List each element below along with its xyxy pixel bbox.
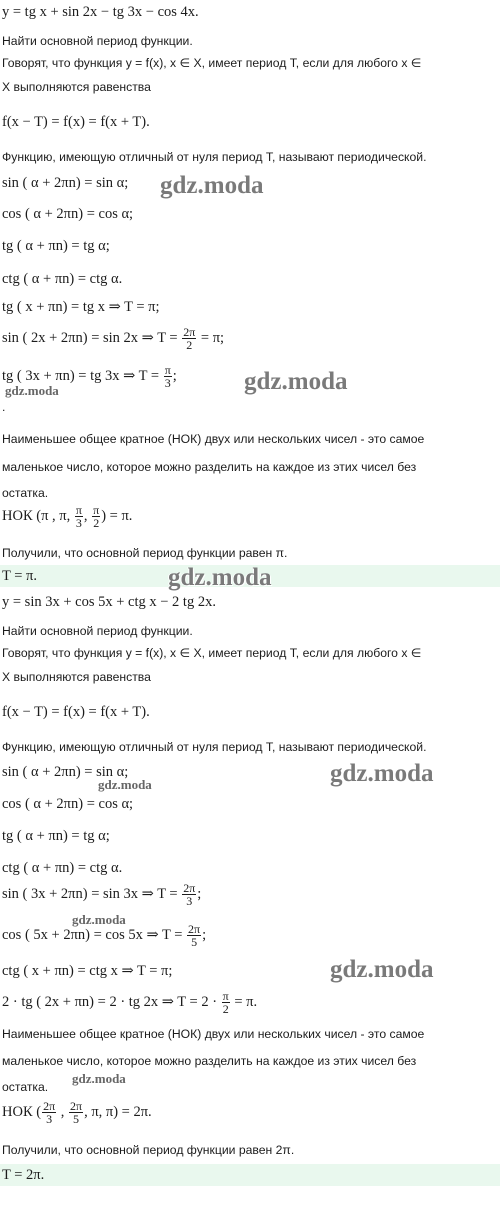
s1-equality: f(x − T) = f(x) = f(x + T).: [2, 114, 150, 130]
s1-lcm-right: ) = π.: [101, 507, 133, 524]
s1-step2-num: 2π: [183, 325, 196, 339]
s2-task: Найти основной период функции.: [2, 624, 193, 638]
s2-step1-left: sin ( 3x + 2πn) = sin 3x ⇒ T =: [2, 885, 182, 902]
s1-periodic-def: Функцию, имеющую отличный от нуля период T, называют периодической.: [2, 150, 427, 164]
s2-rule-sin: sin ( α + 2πn) = sin α;: [2, 764, 129, 780]
s2-step1-right: ;: [197, 885, 202, 902]
s1-step2-den: 2: [186, 338, 193, 352]
s1-step2-fraction: [182, 326, 196, 351]
s2-lcm-fraction1: [42, 1100, 56, 1125]
s1-rule-cos: cos ( α + 2πn) = cos α;: [2, 206, 134, 222]
s1-lcm-mid: ,: [83, 507, 92, 524]
s1-function: y = tg x + sin 2x − tg 3x − cos 4x.: [2, 4, 199, 20]
watermark: gdz.moda: [98, 777, 152, 792]
s1-lcm-left: НОК (π , π,: [2, 507, 74, 524]
s2-lcm-f2-den: 5: [73, 1112, 80, 1126]
s2-answer: T = 2π.: [0, 1164, 500, 1186]
s1-step2: [2, 326, 500, 351]
s1-rule-sin: sin ( α + 2πn) = sin α;: [2, 175, 129, 191]
s2-step2-den: 5: [191, 935, 198, 949]
s2-equality: f(x − T) = f(x) = f(x + T).: [2, 704, 150, 720]
s1-lcm-def-a: Наименьшее общее кратное (НОК) двух или нескольких чисел - это самое: [2, 432, 425, 446]
s2-step1: [2, 882, 500, 907]
watermark: gdz.moda: [160, 172, 264, 199]
s2-step1-den: 3: [186, 894, 193, 908]
s2-rule-cos: cos ( α + 2πn) = cos α;: [2, 796, 134, 812]
s2-step4: [2, 990, 500, 1015]
s1-def-a: Говорят, что функция y = f(x), x ∈ X, имеет период T, если для любого x ∈: [2, 56, 422, 70]
s1-step3-right: ;: [172, 367, 177, 384]
s2-step2-num: 2π: [188, 922, 201, 936]
s2-periodic-def: Функцию, имеющую отличный от нуля период T, называют периодической.: [2, 740, 427, 754]
s2-lcm: [2, 1100, 500, 1125]
s2-step4-den: 2: [222, 1002, 229, 1016]
s2-lcm-fraction2: [69, 1100, 83, 1125]
s2-def-b: X выполняются равенства: [2, 670, 151, 684]
watermark: gdz.moda: [5, 383, 59, 398]
s2-step2-left: cos ( 5x + 2πn) = cos 5x ⇒ T =: [2, 926, 187, 943]
s2-lcm-f2-num: 2π: [70, 1099, 83, 1113]
s2-lcm-f1-den: 3: [46, 1112, 53, 1126]
s1-rule-tg: tg ( α + πn) = tg α;: [2, 238, 110, 254]
s2-rule-tg: tg ( α + πn) = tg α;: [2, 828, 110, 844]
s1-lcm-f2-num: π: [93, 503, 100, 517]
s2-step2-right: ;: [202, 926, 207, 943]
s1-rule-ctg: ctg ( α + πn) = ctg α.: [2, 271, 123, 287]
watermark: gdz.moda: [330, 956, 434, 983]
s2-step1-num: 2π: [183, 881, 196, 895]
s1-step1: tg ( x + πn) = tg x ⇒ T = π;: [2, 299, 160, 315]
s1-task: Найти основной период функции.: [2, 34, 193, 48]
s2-lcm-sep1: ,: [57, 1103, 69, 1120]
s2-lcm-def-b: маленькое число, которое можно разделить на каждое из этих чисел без: [2, 1054, 417, 1068]
s1-step3-den: 3: [164, 376, 171, 390]
s1-lcm-def-c: остатка.: [2, 486, 49, 500]
s1-lcm-f1-den: 3: [75, 516, 82, 530]
s1-lcm-f1-num: π: [75, 503, 82, 517]
s2-step4-right: = π.: [230, 993, 258, 1010]
s1-lcm-f2-den: 2: [93, 516, 100, 530]
s2-step4-fraction: [222, 990, 230, 1015]
s1-lcm-fraction2: [92, 504, 100, 529]
watermark: gdz.moda: [72, 1071, 126, 1086]
s1-step3-num: π: [164, 363, 171, 377]
watermark: gdz.moda: [168, 564, 272, 591]
watermark: gdz.moda: [244, 368, 348, 395]
s1-dot: .: [2, 400, 6, 414]
s2-rule-ctg: ctg ( α + πn) = ctg α.: [2, 860, 123, 876]
s1-step3-fraction: [164, 364, 172, 389]
s2-lcm-f1-num: 2π: [43, 1099, 56, 1113]
s2-step4-num: π: [222, 989, 229, 1003]
s2-lcm-left: НОК (: [2, 1103, 42, 1120]
s2-result-text: Получили, что основной период функции равен 2π.: [2, 1143, 295, 1157]
s1-lcm-def-b: маленькое число, которое можно разделить на каждое из этих чисел без: [2, 460, 417, 474]
s1-step2-left: sin ( 2x + 2πn) = sin 2x ⇒ T =: [2, 329, 182, 346]
s2-lcm-def-a: Наименьшее общее кратное (НОК) двух или нескольких чисел - это самое: [2, 1027, 425, 1041]
s1-def-b: X выполняются равенства: [2, 80, 151, 94]
watermark: gdz.moda: [72, 912, 126, 927]
s1-result-text: Получили, что основной период функции равен π.: [2, 546, 288, 560]
s2-lcm-right: , π, π) = 2π.: [84, 1103, 152, 1120]
s2-def-a: Говорят, что функция y = f(x), x ∈ X, имеет период T, если для любого x ∈: [2, 646, 422, 660]
s1-step2-right: = π;: [197, 329, 225, 346]
s2-step3: ctg ( x + πn) = ctg x ⇒ T = π;: [2, 963, 173, 979]
s1-lcm: [2, 504, 500, 529]
s2-function: y = sin 3x + cos 5x + ctg x − 2 tg 2x.: [2, 594, 216, 610]
watermark: gdz.moda: [330, 760, 434, 787]
s2-step4-left: 2 · tg ( 2x + πn) = 2 · tg 2x ⇒ T = 2 ·: [2, 993, 221, 1010]
s1-answer: T = π.: [0, 565, 500, 587]
s2-step1-fraction: [182, 882, 196, 907]
s2-lcm-def-c: остатка.: [2, 1080, 49, 1094]
s1-step3-left: tg ( 3x + πn) = tg 3x ⇒ T =: [2, 367, 163, 384]
s2-step2-fraction: [187, 923, 201, 948]
s1-lcm-fraction1: [75, 504, 83, 529]
